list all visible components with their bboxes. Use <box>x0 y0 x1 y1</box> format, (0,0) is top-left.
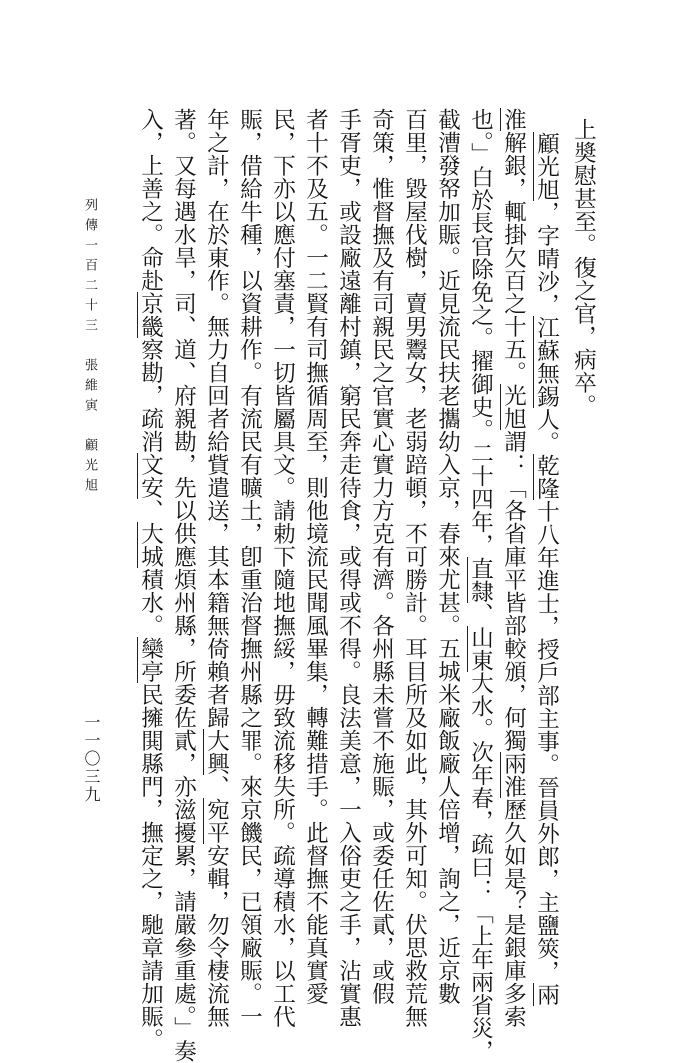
text-column-7: 奇策，惟督撫及有司親民之官實心實力方克有濟。各州縣未嘗不施賑，或委任佐貳，或假 <box>368 108 395 1005</box>
place-name: 江蘇無錫 <box>533 316 560 408</box>
place-name: 山東 <box>467 625 494 672</box>
place-name: 大城 <box>137 522 164 568</box>
page-number: 一一〇三九 <box>82 714 101 804</box>
text-column-5: 截漕發帑加賑。近見流民扶老攜幼入京，春來尤甚。五城米廠飯廠人倍增，詢之，近京數 <box>434 108 461 1005</box>
place-name: 直隸 <box>467 556 494 603</box>
running-title: 列傳一百二十三 張維寅 顧光旭 <box>82 198 97 498</box>
text-column-4: 也。」白於長官除免之。擢御史。二十四年，直隸、山東大水。次年春，疏曰：「上年兩省災， <box>467 108 494 1063</box>
era-name: 乾隆 <box>533 454 560 500</box>
place-name: 京畿 <box>137 292 164 338</box>
text-column-6: 百里，毀屋伐樹，賣男鬻女，老弱踣頓，不可勝計。耳目所及如此，其外可知。伏思救荒無 <box>401 108 428 1028</box>
text-column-9: 者十不及五。一二賢有司撫循周至，則他境流民聞風畢集，轉難措手。此督撫不能真實愛 <box>302 108 329 1005</box>
text-column-12: 年之計，在於東作。無力自回者給貲遣送，其本籍無倚賴者歸大興、宛平安輯，勿令棲流無 <box>203 108 230 1028</box>
person-name: 顧光旭 <box>533 132 560 201</box>
place-name: 兩 <box>533 983 560 1006</box>
text-column-1: 上奬慰甚至。復之官，病卒。 <box>570 118 597 417</box>
text-column-8: 手胥吏，或設廠遠離村鎮，窮民奔走待食，或得或不得。良法美意，一入俗吏之手，沾實惠 <box>335 108 362 1028</box>
text-column-10: 民，下亦以應付塞責，一切皆屬具文。請勅下隨地撫綏，毋致流移失所。疏導積水，以工代 <box>269 108 296 1028</box>
person-name: 光旭 <box>500 384 527 430</box>
place-name: 宛平 <box>203 798 230 844</box>
place-name: 淮 <box>500 108 527 131</box>
text-column-14: 入，上善之。命赴京畿察勘，疏消文安、大城積水。欒亭民擁閧縣門，撫定之，馳章請加賑。 <box>137 108 164 1051</box>
place-name: 兩淮 <box>500 752 527 798</box>
place-name: 大興 <box>203 729 230 775</box>
text-column-2: 顧光旭，字晴沙，江蘇無錫人。乾隆十八年進士，授戶部主事。晉員外郎，主鹽筴，兩 <box>533 132 560 1006</box>
text-column-11: 賑，借給牛種，以資耕作。有流民有曠土，卽重治督撫州縣之罪。來京饑民，已領廠賑。一 <box>236 108 263 1028</box>
place-name: 欒亭 <box>137 637 164 683</box>
text-column-13: 著。又每遇水旱，司、道、府親勘，先以供應煩州縣，所委佐貳，亦滋擾累，請嚴參重處。」奏 <box>170 108 197 1063</box>
place-name: 文安 <box>137 453 164 499</box>
text-column-3: 淮解銀，輒掛欠百之十五。光旭謂：「各省庫平皆部較頒，何獨兩淮歷久如是？是銀庫多索 <box>500 108 527 1028</box>
